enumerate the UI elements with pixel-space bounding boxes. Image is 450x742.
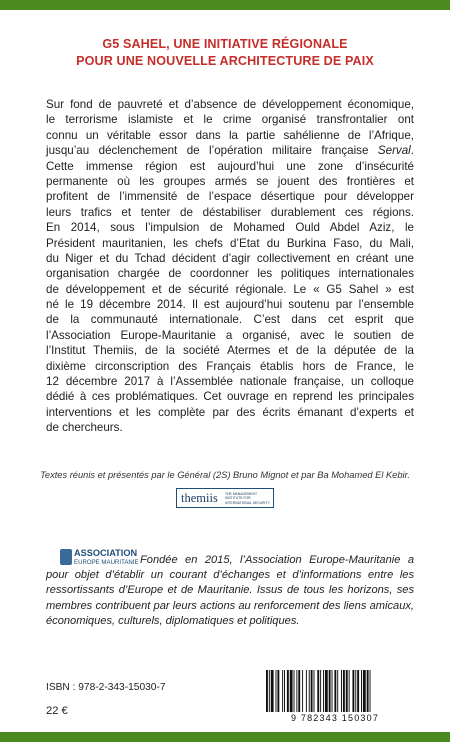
barcode-bar: [332, 670, 333, 712]
blurb-line: organisation chargée de coordonner les politiques internationales: [46, 267, 414, 281]
barcode-bar: [357, 670, 359, 712]
blurb-line: l’Association Europe-Mauritanie a organisé, avec le soutien de: [46, 328, 414, 342]
blurb-line: connu un véritable essor dans la partie sahélienne de l’Afrique,: [46, 128, 414, 142]
blurb-line: le terrorisme islamiste et le crime organisé transfrontalier ont: [46, 113, 414, 127]
barcode-bar: [363, 670, 366, 712]
barcode-bar: [361, 670, 362, 712]
title-line-1: G5 SAHEL, UNE INITIATIVE RÉGIONALE: [102, 37, 348, 51]
barcode-bar: [325, 670, 328, 712]
barcode-bar: [337, 670, 338, 712]
blurb-line: jusqu’au déclenchement de l’opération militaire française Serval.: [46, 144, 414, 158]
barcode-bar: [323, 670, 324, 712]
blurb-line: leurs trafics et tenter de déstabiliser durablement ces régions.: [46, 205, 414, 219]
blurb-line: du Niger et du Tchad décident d’agir collectivement en créant une: [46, 251, 414, 265]
title-line-2: POUR UNE NOUVELLE ARCHITECTURE DE PAIX: [76, 54, 374, 68]
bottom-green-border: [0, 732, 450, 742]
barcode-bar: [352, 670, 354, 712]
barcode-bar: [276, 670, 277, 712]
barcode-bar: [314, 670, 315, 712]
barcode-bar: [306, 670, 307, 712]
blurb-line: Cette immense région est aujourd’hui une zone d’insécurité: [46, 159, 414, 173]
blurb-line: dixième circonscription des Français établis hors de France, le: [46, 359, 414, 373]
barcode-bar: [343, 670, 345, 712]
association-line: économiques, culturels, diplomatiques et politiques.: [46, 614, 300, 627]
blurb-line: né le 19 décembre 2014. Il est aujourd’hui soutenu par l’ensemble: [46, 298, 414, 312]
themiis-logo-word: themiis: [181, 491, 218, 505]
blurb-line: de chercheurs.: [46, 421, 123, 435]
blurb-line: Président mauritanien, les chefs d’Etat du Burkina Faso, du Mali,: [46, 236, 414, 250]
barcode-bar: [367, 670, 369, 712]
themiis-logo-tagline: THE MANAGEMENT INSTITUTE FOR INTERNATIONAL SECURITY: [225, 492, 270, 505]
association-line: membres contribuent par leurs actions au renforcement des liens amicaux,: [46, 599, 414, 612]
barcode-bar: [370, 670, 371, 712]
editors-credit: Textes réunis et présentés par le Général (2S) Bruno Mignot et par Ba Mohamed El Kebir.: [40, 470, 410, 480]
blurb-line: En 2014, sous l’impulsion de Mohamed Ould Abdel Aziz, le: [46, 221, 414, 235]
barcode-bar: [284, 670, 285, 712]
barcode-bar: [320, 670, 321, 712]
isbn: ISBN : 978-2-343-15030-7: [46, 682, 166, 693]
barcode-bar: [298, 670, 300, 712]
barcode-bar: [282, 670, 283, 712]
barcode-bar: [334, 670, 336, 712]
blurb-line: l’Institut Themiis, de la société Atermes et de la députée de la: [46, 344, 414, 358]
barcode: [260, 670, 410, 723]
barcode-bar: [296, 670, 297, 712]
blurb-line: permanente où les groupes armés se jouent des frontières et: [46, 174, 414, 188]
blurb-line: 12 décembre 2017 à l’Assemblée nationale française, un colloque: [46, 375, 414, 389]
cover-title: [20, 36, 430, 70]
barcode-bar: [317, 670, 319, 712]
blurb-line: de la communauté internationale. C’est dans cet esprit que: [46, 313, 414, 327]
barcode-bar: [329, 670, 331, 712]
barcode-bar: [311, 670, 313, 712]
barcode-bar: [277, 670, 279, 712]
barcode-bar: [287, 670, 289, 712]
barcode-bar: [341, 670, 342, 712]
barcode-bar: [309, 670, 310, 712]
top-green-border: [0, 0, 450, 10]
themiis-logo: [176, 488, 274, 508]
association-line: pour objet d’établir un courant d’échanges et d’informations entre les: [46, 569, 414, 582]
blurb-line: interventions et les complète par des écrits émanant d’experts et: [46, 405, 414, 419]
blurb-line: Sur fond de pauvreté et d’absence de développement économique,: [46, 98, 414, 111]
blurb-line: dédié à ces problématiques. Cet ouvrage en reprend les principales: [46, 390, 414, 404]
association-logo: [60, 547, 138, 569]
association-emblem-icon: [60, 549, 72, 565]
barcode-bar: [269, 670, 270, 712]
price: 22 €: [46, 705, 68, 717]
association-logo-subname: EUROPE MAURITANIE: [74, 559, 139, 566]
blurb-text: [46, 97, 414, 436]
blurb-line: de développement et de sécurité régionale. Le « G5 Sahel » est: [46, 282, 414, 296]
barcode-bar: [290, 670, 293, 712]
barcode-digits: 9 782343 150307: [290, 713, 380, 723]
association-line: Fondée en 2015, l’Association Europe-Mauritanie a: [140, 554, 414, 566]
barcode-bar: [346, 670, 348, 712]
barcode-bar: [266, 670, 268, 712]
barcode-bar: [271, 670, 274, 712]
barcode-bar: [302, 670, 303, 712]
barcode-bar: [294, 670, 295, 712]
association-logo-name: ASSOCIATION: [74, 548, 138, 558]
barcode-bars-icon: [260, 670, 410, 712]
barcode-bar: [355, 670, 356, 712]
association-line: ressortissants d’Europe et de Mauritanie. Issus de tous les horizons, ses: [46, 584, 414, 597]
blurb-line: profitent de l’immensité de l’espace désertique pour développer: [46, 190, 414, 204]
barcode-bar: [349, 670, 350, 712]
